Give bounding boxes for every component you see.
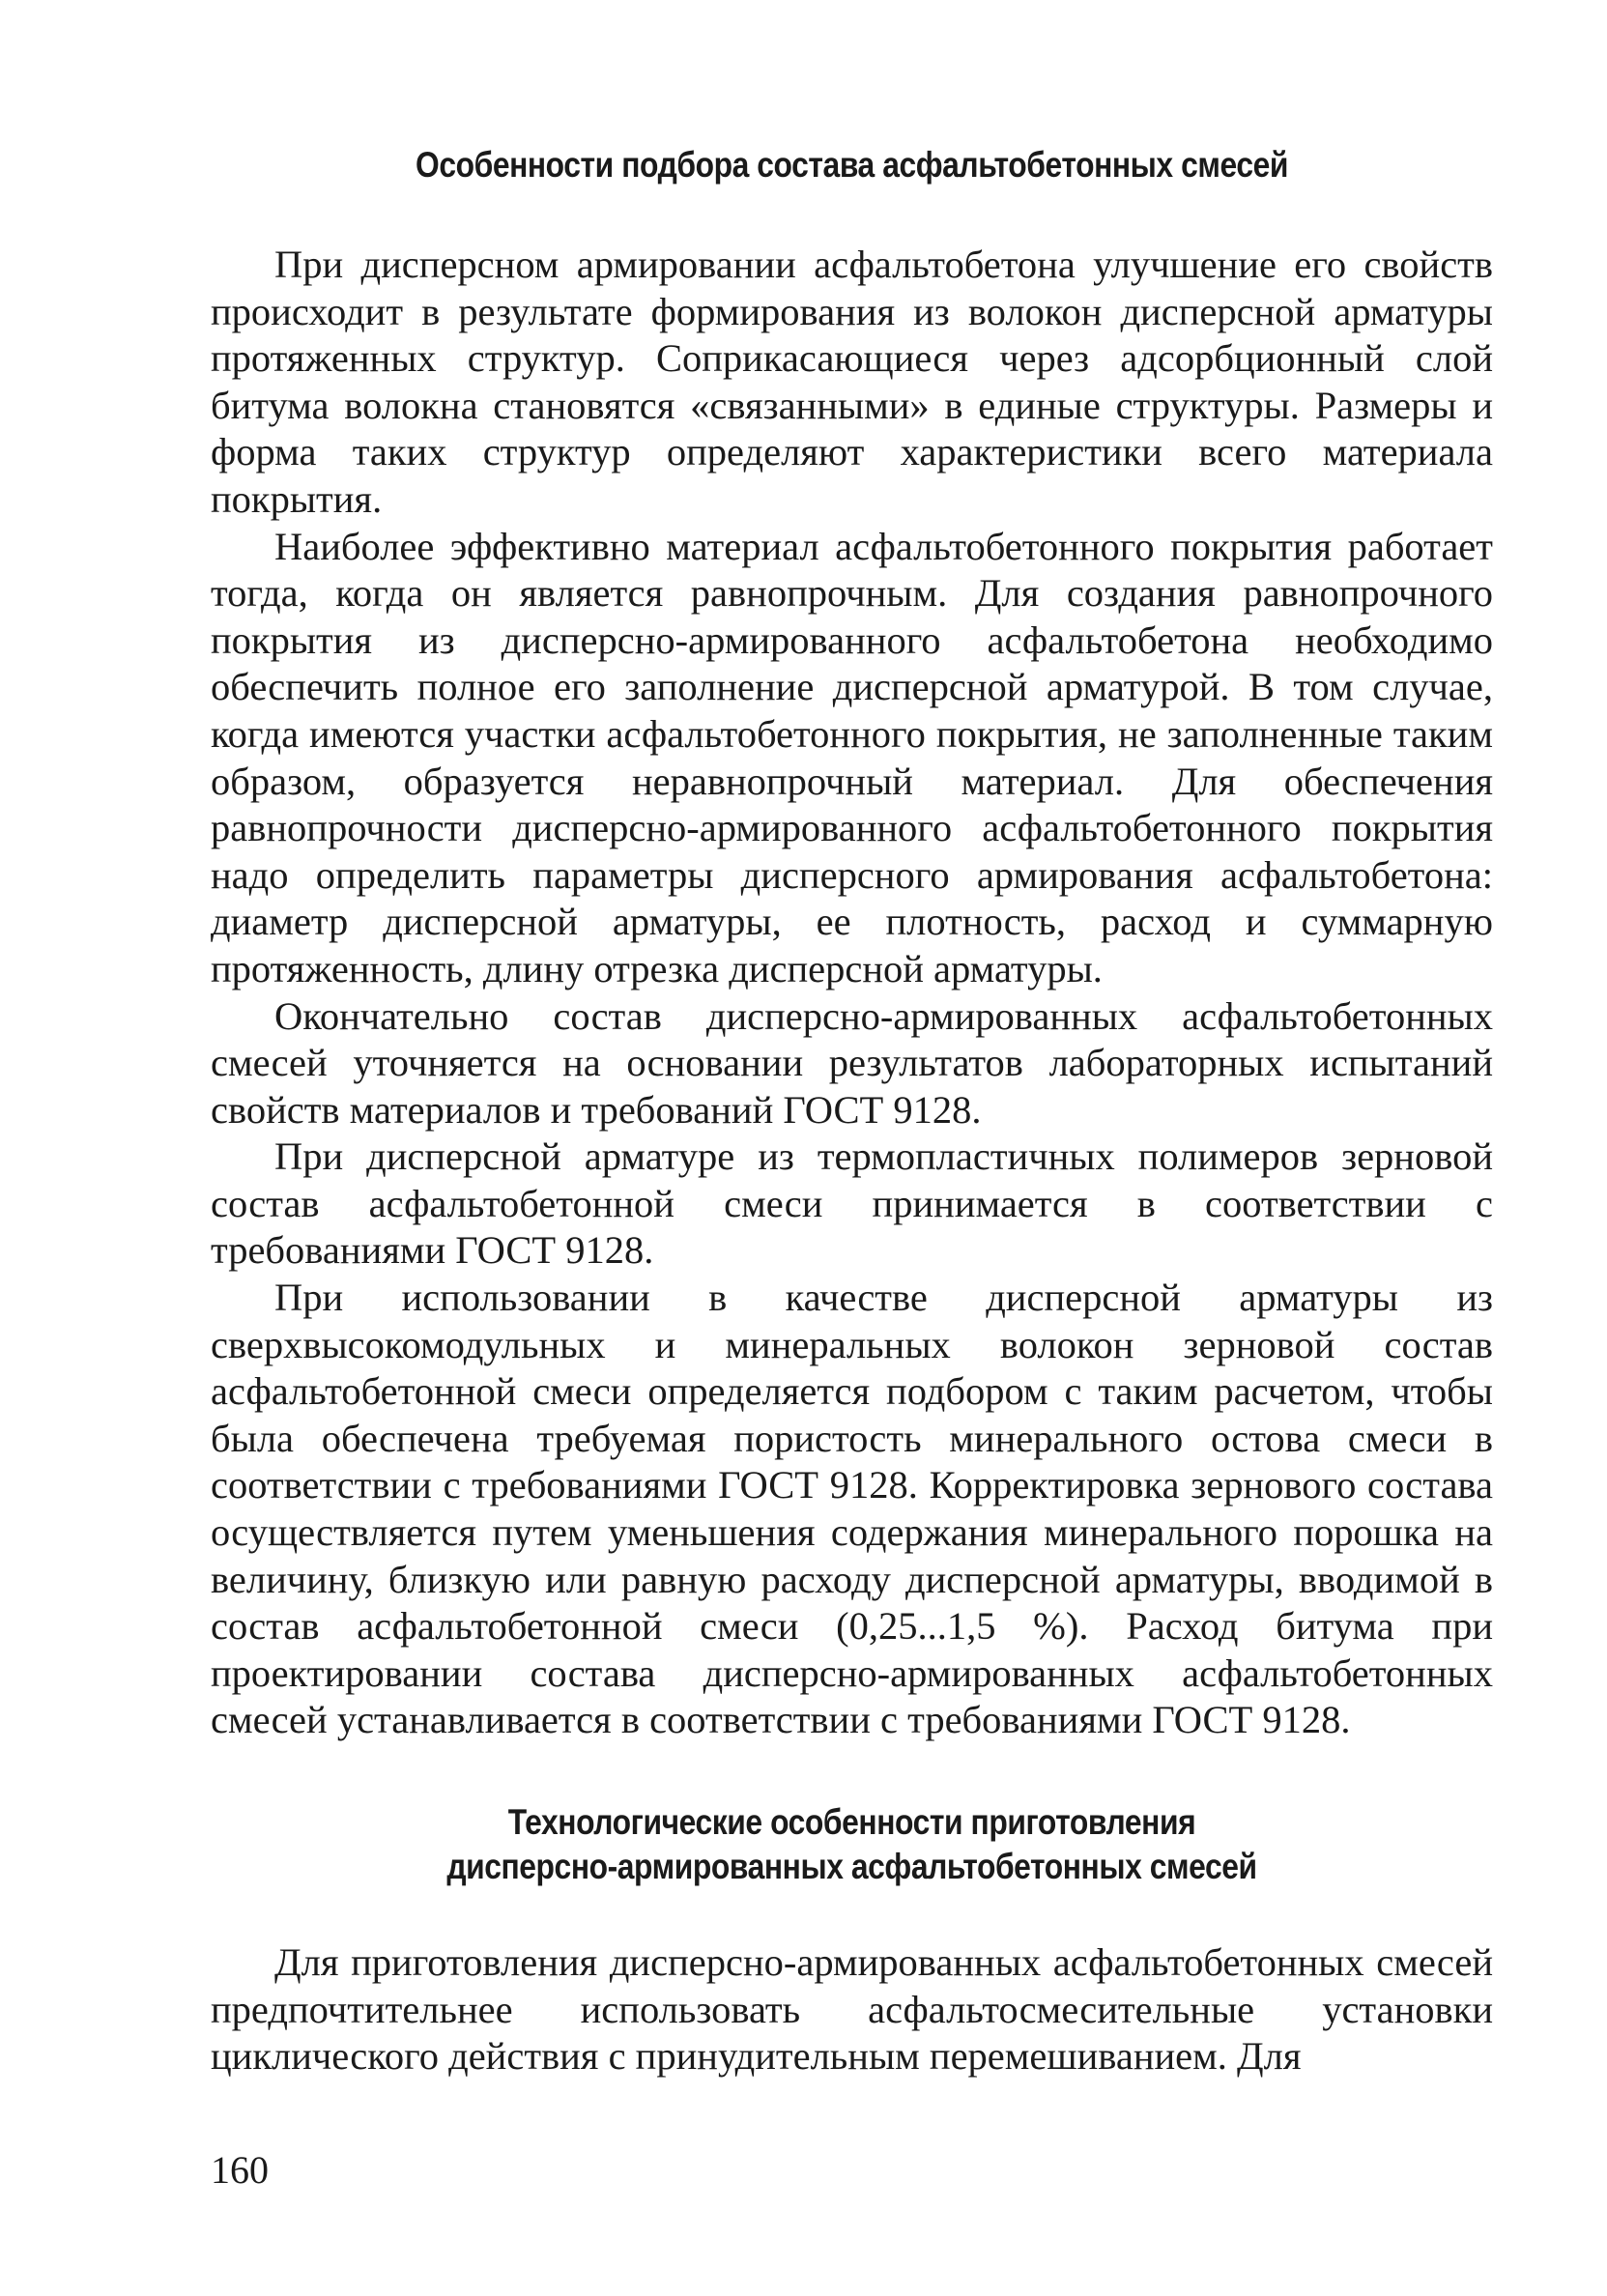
paragraph: При использовании в качестве дисперсной арматуры из сверхвысокомодульных и минеральных волокон зерновой состав асфальтобетонной смеси определяется подбором с таким расчетом, чтобы была обеспечена требуемая пористость минерального остова смеси в соответствии с требованиями ГОСТ 9128. Корректировка зернового состава осуществляется путем уменьшения содержания минерального порошка на величину, близкую или равную расходу дисперсной арматуры, вводимой в состав асфальтобетонной смеси (0,25...1,5 %). Расход битума при проектировании состава дисперсно-армированных асфальтобетонных смесей устанавливается в соответствии с требованиями ГОСТ 9128.: [211, 1276, 1493, 1742]
page-number: 160: [211, 2148, 269, 2192]
section-heading-preparation: [301, 1800, 1403, 1889]
paragraph: При дисперсной арматуре из термопластичных полимеров зерновой состав асфальтобетонной смеси принимается в соответствии с требованиями ГОСТ 9128.: [211, 1134, 1493, 1273]
paragraph: Для приготовления дисперсно-армированных асфальтобетонных смесей предпочтительнее использовать асфальтосмесительные установки циклического действия с принудительным перемешиванием. Для: [211, 1940, 1493, 2079]
section-heading-line: Технологические особенности приготовления: [507, 1802, 1196, 1842]
paragraph: При дисперсном армировании асфальтобетона улучшение его свойств происходит в результате формирования из волокон дисперсной арматуры протяженных структур. Соприкасающиеся через адсорбционный слой битума волокна становятся «связанными» в единые структуры. Размеры и форма таких структур определяют характеристики всего материала покрытия.: [211, 243, 1493, 521]
paragraph: Наиболее эффективно материал асфальтобетонного покрытия работает тогда, когда он является равнопрочным. Для создания равнопрочного покрытия из дисперсно-армированного асфальтобетона необходимо обеспечить полное его заполнение дисперсной арматурой. В том случае, когда имеются участки асфальтобетонного покрытия, не заполненные таким образом, образуется неравнопрочный материал. Для обеспечения равнопрочности дисперсно-армированного асфальтобетонного покрытия надо определить параметры дисперсного армирования асфальтобетона: диаметр дисперсной арматуры, ее плотность, расход и суммарную протяженность, длину отрезка дисперсной арматуры.: [211, 524, 1493, 990]
section-heading-mix-design: Особенности подбора состава асфальтобетонных смесей: [416, 145, 1288, 185]
section-heading-line: дисперсно-армированных асфальтобетонных смесей: [446, 1847, 1257, 1886]
paragraph: Окончательно состав дисперсно-армированных асфальтобетонных смесей уточняется на основании результатов лабораторных испытаний свойств материалов и требований ГОСТ 9128.: [211, 993, 1493, 1132]
page-content: [211, 143, 1493, 2081]
